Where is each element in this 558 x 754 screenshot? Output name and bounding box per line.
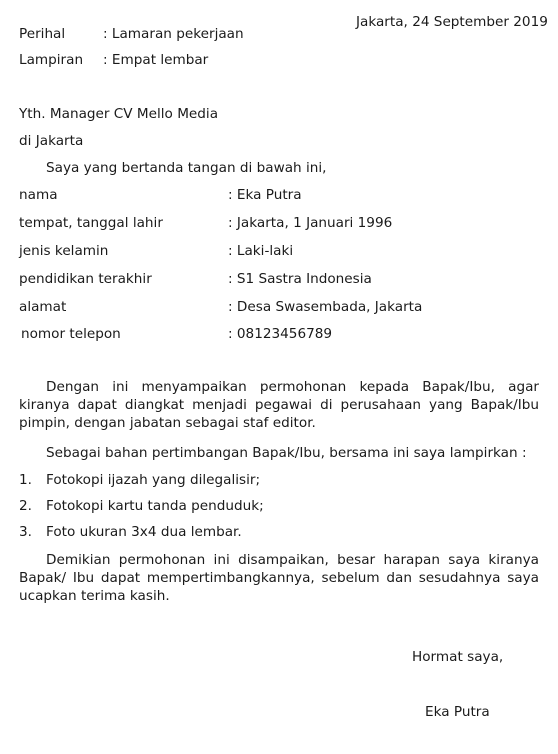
detail-label-name: nama [19,187,58,203]
detail-value-education: : S1 Sastra Indonesia [228,271,372,287]
subject-value: : Lamaran pekerjaan [103,26,244,42]
letter-date: Jakarta, 24 September 2019 [356,14,548,30]
recipient-line-1: Yth. Manager CV Mello Media [19,106,219,122]
detail-value-birth: : Jakarta, 1 Januari 1996 [228,215,393,231]
detail-label-address: alamat [19,299,67,315]
detail-value-name: : Eka Putra [228,187,302,203]
detail-value-gender: : Laki-laki [228,243,294,259]
list-item-text: Fotokopi ijazah yang dilegalisir; [46,472,261,488]
detail-label-education: pendidikan terakhir [19,271,152,287]
detail-value-address: : Desa Swasembada, Jakarta [228,299,423,315]
list-item-number: 3. [19,524,32,540]
list-item-text: Foto ukuran 3x4 dua lembar. [46,524,242,540]
list-item-text: Fotokopi kartu tanda penduduk; [46,498,264,514]
signature-name: Eka Putra [425,704,490,720]
intro-text: Saya yang bertanda tangan di bawah ini, [46,160,327,176]
closing-salutation: Hormat saya, [412,649,504,665]
detail-label-phone: nomor telepon [21,326,121,342]
detail-label-gender: jenis kelamin [19,243,109,259]
list-item-number: 2. [19,498,32,514]
detail-label-birth: tempat, tanggal lahir [19,215,163,231]
paragraph-closing: Demikian permohonan ini disampaikan, besar harapan saya kiranya Bapak/ Ibu dapat mempertimbangkannya, sebelum dan sesudahnya saya ucapkan terima kasih. [19,552,539,604]
subject-label: Perihal [19,26,66,42]
list-item-number: 1. [19,472,32,488]
attachment-value: : Empat lembar [103,52,209,68]
detail-value-phone: : 08123456789 [228,326,333,342]
paragraph-attachments-intro: Sebagai bahan pertimbangan Bapak/Ibu, bersama ini saya lampirkan : [46,445,527,461]
paragraph-request: Dengan ini menyampaikan permohonan kepada Bapak/Ibu, agar kiranya dapat diangkat menjadi pegawai di perusahaan yang Bapak/Ibu pimpin, dengan jabatan sebagai staf editor. [19,379,539,431]
recipient-line-2: di Jakarta [19,133,84,149]
attachment-label: Lampiran [19,52,84,68]
